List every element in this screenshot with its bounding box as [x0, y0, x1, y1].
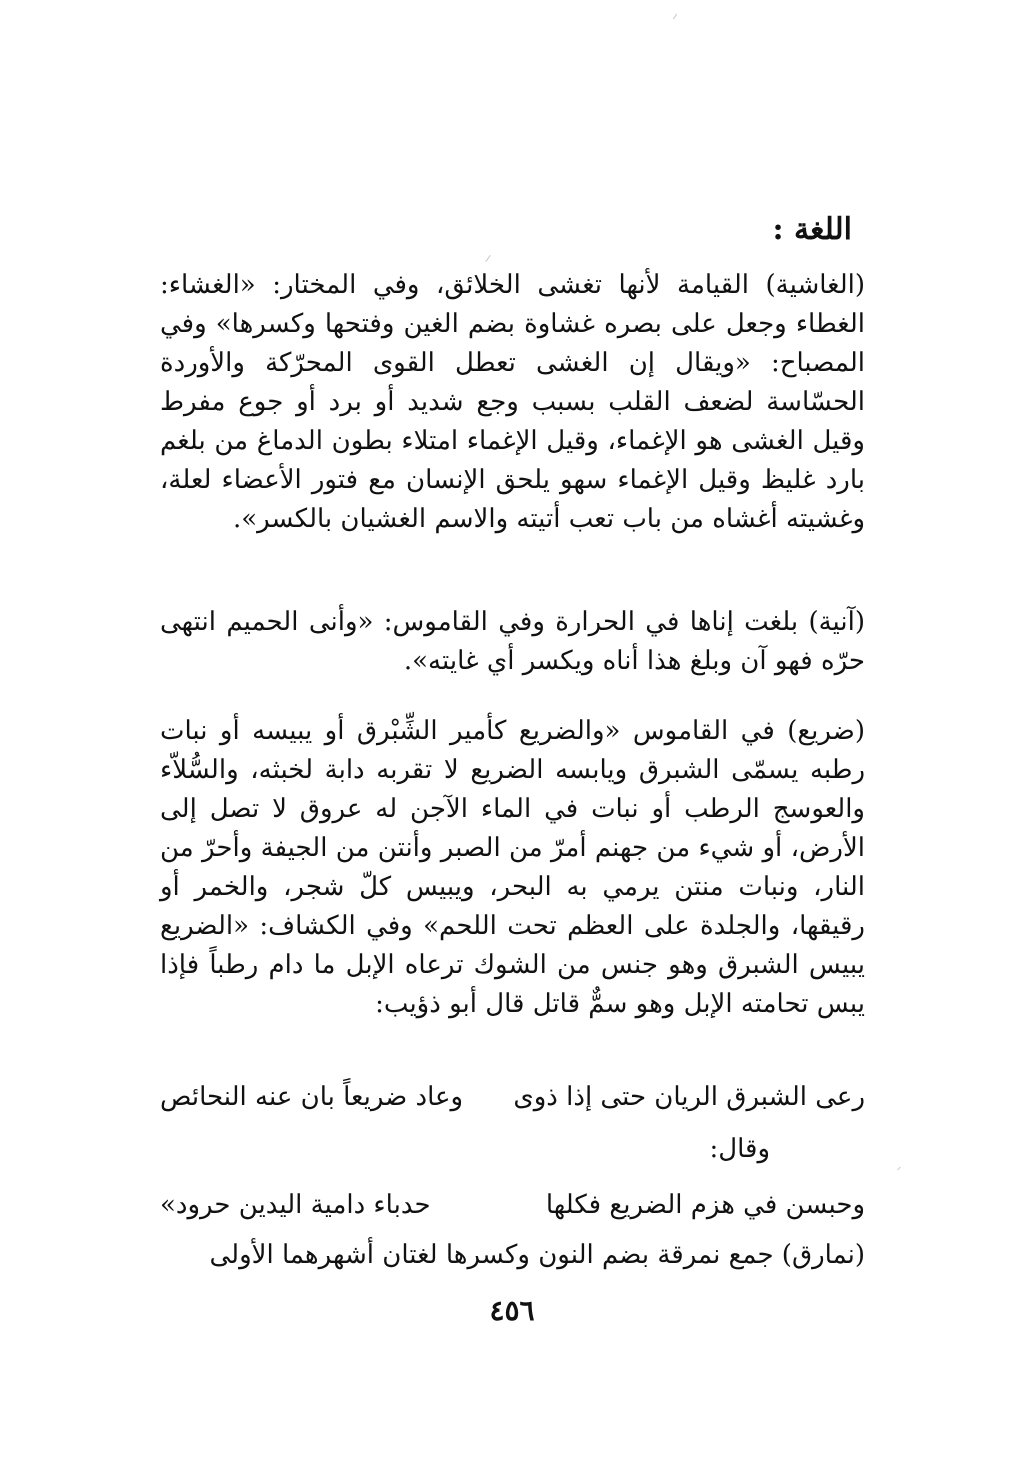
- section-heading: اللغة :: [772, 212, 852, 247]
- verse-2-second-hemistich: حدباء دامية اليدين حرود»: [160, 1190, 431, 1220]
- scan-speck: [673, 14, 677, 19]
- verse-2-first-hemistich: وحبسن في هزم الضريع فكلها: [545, 1190, 865, 1220]
- paragraph-namariq: (نمارق) جمع نمرقة بضم النون وكسرها لغتان أشهرهما الأولى: [209, 1240, 865, 1270]
- paragraph-dari: (ضريع) في القاموس «والضريع كأمير الشِّبْرق أو يبيسه أو نبات رطبه يسمّى الشبرق ويابسه الضريع لا تقربه دابة لخبثه، والسُّلاّء والعوسج الرطب أو نبات في الماء الآجن له عروق لا تصل إلى الأرض، أو شيء من جهنم أمرّ من الصبر وأنتن من الجيفة وأحرّ من النار، ونبات منتن يرمي به البحر، ويبيس كلّ شجر، والخمر أو رقيقها، والجلدة على العظم تحت اللحم» وفي الكشاف: «الضريع يبيس الشبرق وهو جنس من الشوك ترعاه الإبل ما دام رطباً فإذا يبس تحامته الإبل وهو سمٌّ قاتل قال أبو ذؤيب:: [160, 716, 865, 1019]
- page-number: ٤٥٦: [489, 1294, 535, 1327]
- verse-1-first-hemistich: رعى الشبرق الريان حتى إذا ذوى: [513, 1082, 865, 1112]
- paragraph-aniya: (آنية) بلغت إناها في الحرارة وفي القاموس: «وأنى الحميم انتهى حرّه فهو آن وبلغ هذا أناه ويكسر أي غايته».: [160, 607, 865, 676]
- verse-line-1: [160, 1078, 865, 1117]
- verse-1-second-hemistich: وعاد ضريعاً بان عنه النحائص: [160, 1082, 464, 1112]
- scan-speck: [897, 1167, 900, 1171]
- scan-speck: [485, 255, 490, 262]
- verse-intro-label: وقال:: [709, 1134, 770, 1164]
- verse-line-2: [160, 1186, 865, 1225]
- paragraph-ghashiya: (الغاشية) القيامة لأنها تغشى الخلائق، وفي المختار: «الغشاء: الغطاء وجعل على بصره غشاوة بضم الغين وفتحها وكسرها» وفي المصباح: «ويقال إن الغشى تعطل القوى المحرّكة والأوردة الحسّاسة لضعف القلب بسبب وجع شديد أو برد أو جوع مفرط وقيل الغشى هو الإغماء، وقيل الإغماء امتلاء بطون الدماغ من بلغم بارد غليظ وقيل الإغماء سهو يلحق الإنسان مع فتور الأعضاء لعلة، وغشيته أغشاه من باب تعب أتيته والاسم الغشيان بالكسر».: [160, 270, 865, 534]
